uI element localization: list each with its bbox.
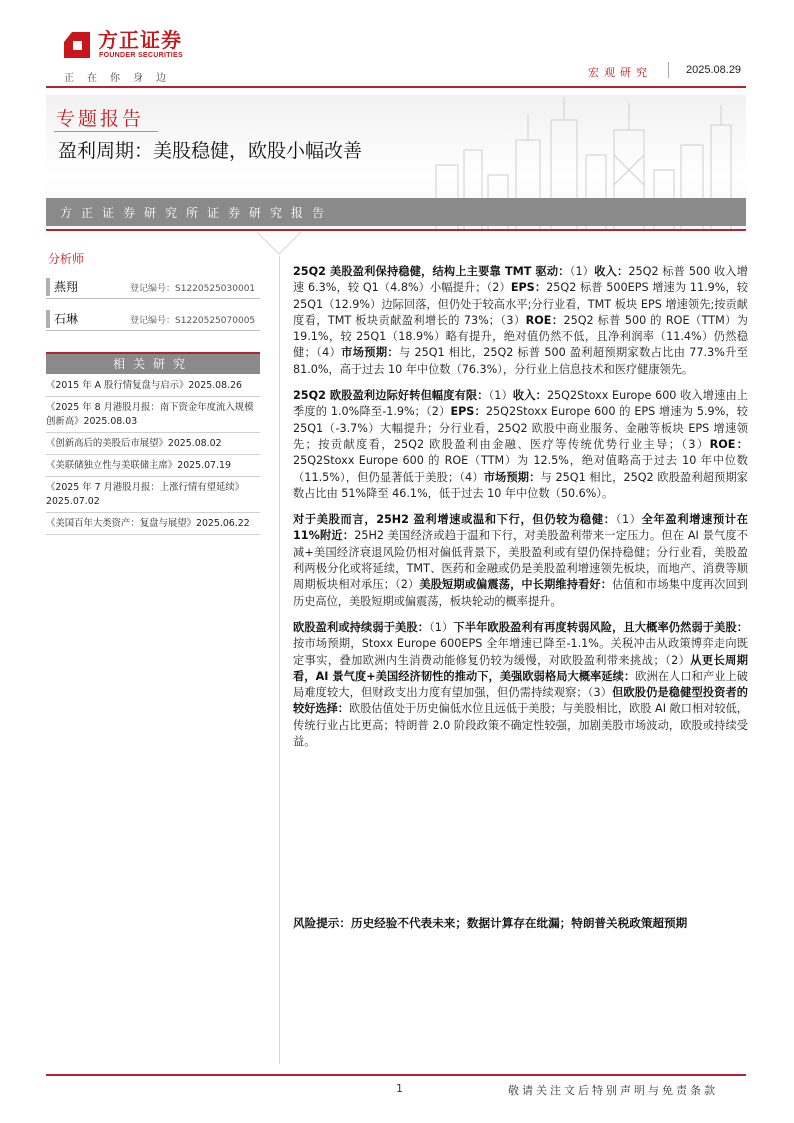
body-text: 25Q2 标普 500EPS 增速为 11.9%，较 25Q1（12.9%）边际回落，但仍处于较高水平;分行业看，TMT 板块 EPS 增速领先;按贡献度看，TMT 板块贡献盈利增长的 73%；（3） [293,281,748,327]
body-text: 25H2 美国经济或趋于温和下行，对美股盈利带来一定压力。但在 AI 景气度不减+美国经济衰退风险仍相对偏低背景下，美股盈利或有望仍保持稳健；分行业看，美股盈利两极分化或将延续，TMT、医药和金融或仍是美股盈利增速领先板块，而地产、消费等顺周期板块相对承压；（2） [293,529,749,592]
body-text: 按市场预期，Stoxx Europe 600EPS 全年增速已降至-1.1%。关税冲击从政策博弈走向既定事实，叠加欧洲内生消费动能修复仍较为缓慢，对欧股盈利带来挑战；（2） [293,637,748,667]
analyst-name: 燕翔 [54,280,79,294]
analyst-row [46,276,260,299]
divider-notch [255,232,305,258]
institute-bar-text: 方正证券研究所证券研究报告 [60,206,334,220]
body-text: 欧股估值处于历史偏低水位且远低于美股；与美股相比，欧股 AI 敞口相对较低，传统行业占比更高；特朗普 2.0 阶段政策不确定性较强，加剧美股市场波动，欧股或持续受益。 [293,702,748,749]
related-research-link[interactable]: 《2015 年 A 股行情复盘与启示》2025.08.26 [46,375,260,397]
analyst-marker [46,278,50,296]
body-text: 与 25Q1 相比，25Q2 欧股盈利超预期家数占比由 51%降至 46.1%，低于过去 10 年中位数（50.6%）。 [293,470,748,500]
related-research-link[interactable]: 《2025 年 8 月港股月报：南下资金年度流入规模创新高》2025.08.03 [46,397,260,433]
header-rule [46,86,746,88]
analyst-marker [46,310,50,328]
body-text: 25Q2Stoxx Europe 600 的 ROE（TTM）为 12.5%，绝对值略高于过去 10 年中位数（11.5%），但仍显著低于美股；（4） [293,454,748,484]
emphasis-text: EPS： [510,281,547,295]
emphasis-text: ROE： [709,437,748,451]
emphasis-text: 收入： [594,265,629,278]
emphasis-text: 全年盈利增速预计在 11%附近： [293,513,748,543]
page-number: 1 [396,1082,403,1095]
body-text: 与 25Q1 相比，25Q2 标普 500 盈利超预期家数占比由 77.3%升至 81.0%，高于过去 10 年中位数（76.3%），分行业上信息技术和医疗健康领先。 [293,346,748,376]
body-text: （1） [615,513,642,527]
related-research-heading: 相关研究 [46,354,260,374]
analysts-heading: 分析师 [48,252,85,266]
emphasis-text: 欧股盈利或持续弱于美股： [293,620,430,634]
emphasis-text: 市场预期： [341,346,399,360]
summary-paragraph [293,264,748,378]
report-title: 盈利周期：美股稳健，欧股小幅改善 [58,140,363,162]
emphasis-text: 市场预期： [483,470,541,484]
report-type: 专题报告 [56,108,145,130]
body-text: （1） [569,265,595,278]
summary-body [293,264,748,760]
emphasis-text: 下半年欧股盈利有再度转弱风险，且大概率仍然弱于美股： [453,620,748,634]
brand-logo-icon [62,30,92,60]
summary-paragraph [293,388,748,502]
analyst-registration: 登记编号：S1220525030001 [130,284,256,294]
emphasis-text: 从更长周期看，AI 景气度+美国经济韧性的推动下，美强欧弱格局大概率延续： [293,653,748,683]
emphasis-text: 美股短期或偏震荡，中长期维持看好： [419,578,613,592]
report-type-underline [54,131,158,132]
emphasis-text: 但欧股仍是稳健型投资者的较好选择： [293,686,748,716]
emphasis-text: 25Q2 美股盈利保持稳健，结构上主要靠 TMT 驱动： [293,265,570,278]
report-date: 2025.08.29 [686,64,742,76]
banner-rule [46,229,746,231]
related-research-link[interactable]: 《美联储独立性与美联储主席》2025.07.19 [46,455,260,477]
header-separator [668,62,669,78]
body-text: 25Q2Stoxx Europe 600 的 EPS 增速为 5.9%，较 25Q1（-3.7%）大幅提升；分行业看，25Q2 欧股中商业服务、金融等板块 EPS 增速领先；按贡献度看，25Q2 欧股盈利由金融、医疗等传统优势行业主导；（3） [293,405,748,451]
analyst-row [46,308,260,331]
body-text: 25Q2 标普 500 的 ROE（TTM）为 19.1%，较 25Q1（18.9%）略有提升，绝对值仍然不低，且净利润率（11.4%）仍然稳健；（4） [293,313,748,360]
summary-paragraph [293,512,748,610]
emphasis-text: 对于美股而言，25H2 盈利增速或温和下行，但仍较为稳健： [293,513,616,527]
summary-paragraph [293,620,748,750]
body-text: 欧洲在人口和产业上破局难度较大，但财政支出力度有望加强，但仍需持续观察；（3） [293,669,748,700]
related-research-link[interactable]: 《创新高后的美股后市展望》2025.08.02 [46,433,260,455]
related-research-link[interactable]: 《美国百年大类资产：复盘与展望》2025.06.22 [46,513,260,535]
disclaimer-note: 敬请关注文后特别声明与免责条款 [508,1084,718,1097]
risk-warning: 风险提示：历史经验不代表未来；数据计算存在纰漏；特朗普关税政策超预期 [293,916,688,930]
body-text: （1） [429,620,454,634]
body-text: 25Q2 标普 500 收入增速 6.3%，较 Q1（4.8%）小幅提升；（2） [293,265,748,295]
body-text: 估值和市场集中度再次回到历史高位，美股短期或偏震荡，板块轮动的概率提升。 [293,578,748,608]
emphasis-text: 25Q2 欧股盈利边际好转但幅度有限： [293,389,489,403]
related-research-list [46,375,260,535]
footer-rule [46,1074,746,1076]
emphasis-text: ROE： [525,313,564,327]
body-text: 25Q2Stoxx Europe 600 收入增速由上季度的 1.0%降至-1.9%；（2） [293,389,748,419]
related-research-link[interactable]: 《2025 年 7 月港股月报：上涨行情有望延续》2025.07.02 [46,477,260,513]
emphasis-text: EPS： [450,405,486,419]
brand-name-cn: 方正证券 [98,28,182,52]
emphasis-text: 收入： [512,389,547,403]
brand-slogan: 正在你身边 [64,73,179,84]
analyst-registration: 登记编号：S1220525070005 [130,316,256,326]
analyst-name: 石琳 [54,312,79,326]
column-divider [279,256,280,1064]
body-text: （1） [488,389,513,403]
brand-name-en: FOUNDER SECURITIES [99,52,183,59]
department-label: 宏观研究 [588,66,652,79]
